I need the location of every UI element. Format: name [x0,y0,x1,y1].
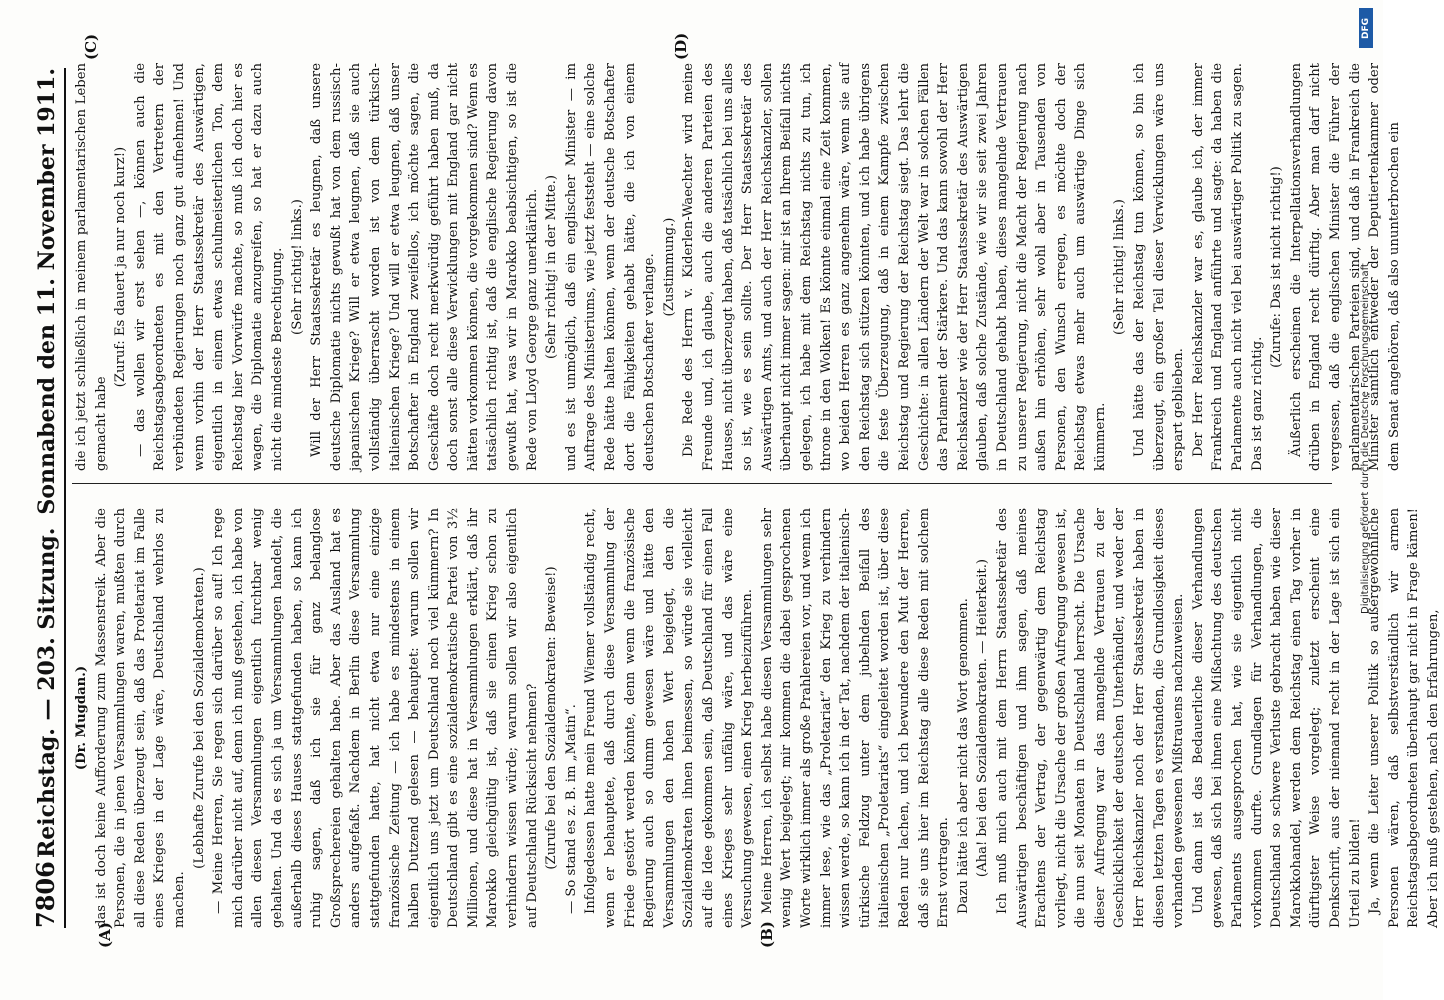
paragraph: Und dann ist das Bedauerliche dieser Verhandlungen gewesen, daß sich bei ihnen eine Mißachtung des deutschen Parlaments ausgesprochen hat, wie sie eigentlich nicht vorkommen durfte. Grundlagen für Verhandlungen, die Deutschland so schwere Verluste gebracht haben wie dieser Marokkohandel, werden dem Reichstag einen Tag vorher in dürftigster Weise vorgelegt; zuletzt erscheint eine Denkschrift, aus der niemand recht in der Lage ist sich ein Urteil zu bilden! [1190,508,1363,928]
paragraph: Der Herr Reichskanzler war es, glaube ich, der immer Frankreich und England anführte und sagte: da haben die Parlamente auch nicht viel bei auswärtiger Politik zu sagen. Das ist ganz richtig. [1190,63,1265,471]
speaker-label: (Dr. Mugdan.) [74,665,89,771]
header-date: Sonnabend den 11. November 1911. [34,68,60,515]
digitization-credit-strip [1343,0,1383,1000]
margin-marker-b: (B) [758,921,776,948]
paragraph: das ist doch keine Aufforderung zum Massenstreik. Aber die Personen, die in jenen Versammlungen waren, mußten durch all diese Reden überzeugt sein, daß das Proletariat im Falle eines Krieges in der Lage wäre, Deutschland wehrlos zu machen. [93,508,187,928]
paragraph: Die Rede des Herrn v. Kiderlen-Waechter wird meine Freunde und, ich glaube, auch die anderen Parteien des Hauses, nicht überzeugt haben, daß tatsächlich bei uns alles so ist, wie es sein sollte. Der Herr Staatssekretär des Auswärtigen Amts, und auch der Herr Reichskanzler, sollen überhaupt nicht immer sagen: mir ist an Ihrem Beifall nichts gelegen, ich habe mit dem Reichstag nichts zu tun, ich throne in den Wolken! Es könnte einmal eine Zeit kommen, wo beiden Herren es ganz angenehm wäre, wenn sie auf den Reichstag sich stützen könnten, und ich habe übrigens die feste Überzeugung, daß in einem Kampfe zwischen Reichstag und Regierung der Reichstag siegt. Das lehrt die Geschichte: in allen Ländern der Welt war in solchen Fällen das Parlament der Stärkere. Und das kann sowohl der Herr Reichskanzler wie der Herr Staatssekretär des Auswärtigen glauben, daß solche Zustände, wie wir sie seit zwei Jahren in Deutschland gehabt haben, dieses mangelnde Vertrauen zu unserer Regierung, nicht die Macht der Regierung nach außen hin erhöhen, sehr wohl aber in Tausenden von Personen, den Wunsch erregen, es möchte doch der Reichstag etwas mehr auch um auswärtige Dinge sich kümmern. [681,63,1108,471]
page-header [30,68,66,928]
paragraph: Ich muß mich auch mit dem Herrn Staatssekretär des Auswärtigen beschäftigen und ihm sagen, daß meines Erachtens der Vertrag, der gegenwärtig dem Reichstag vorliegt, nicht die Ursache der großen Aufregung gewesen ist, die nun seit Monaten in Deutschland herrscht. Die Ursache dieser Aufregung war das mangelnde Vertrauen zu der Geschicklichkeit der deutschen Unterhändler, und weder der Herr Reichskanzler noch der Herr Staatssekretär haben in diesen letzten Tagen es verstanden, die Grundlosigkeit dieses vorhanden gewesenen Mißtrauens nachzuweisen. [994,508,1187,928]
interjection: (Sehr richtig! in der Mitte.) [544,175,560,359]
interjection: (Zustimmung.) [661,217,677,317]
paragraph: Dazu hätte ich aber nicht das Wort genommen. [955,598,971,914]
left-column [72,508,1441,928]
paragraph: Und hätte das der Reichstag tun können, so bin ich überzeugt, ein großer Teil dieser Verwicklungen wäre uns erspart geblieben. [1132,63,1187,471]
paragraph: Will der Herr Staatssekretär es leugnen, daß unsere deutsche Diplomatie nichts gewußt hat von dem russisch-japanischen Kriege? Will er etwa leugnen, daß sie auch vollständig überrascht worden ist von dem türkisch-italienischen Kriege? Und will er etwa leugnen, daß unser Botschafter in England zweifellos, ich möchte sagen, die Geschäfte doch recht merkwürdig geführt haben muß, da doch sonst alle diese Verwicklungen mit England gar nicht hätten vorkommen können, die vorgekommen sind? Wenn es tatsächlich richtig ist, daß die englische Regierung davon gewußt hat, was wir in Marokko beabsichtigen, so ist die Rede von Lloyd George ganz unerklärlich. [309,63,540,471]
interjection: (Sehr richtig! links.) [289,199,305,335]
paragraph: die ich jetzt schließlich in meinem parlamentarischen Leben gemacht habe [74,63,109,471]
paragraph: und es ist unmöglich, daß ein englischer Minister — im Auftrage des Ministeriums, wie jetzt feststeht — eine solche Rede hätte halten können, wenn der deutsche Botschafter dort die Fähigkeiten gehabt hätte, die ich von einem deutschen Botschafter verlange. [563,63,658,471]
margin-marker-a: (A) [96,922,114,948]
header-left-title: Reichstag. — 203. Sitzung. [34,527,60,858]
interjection: (Zuruf: Es dauert ja nur noch kurz!) [113,146,129,388]
paragraph: Ja, wenn die Leiter unserer Politik so außergewöhnliche Personen wären, daß selbstverständlich wir armen Reichstagsabgeordneten überhaupt gar nicht in Frage kämen! Aber ich muß gestehen, nach den Erfahrungen, [1367,508,1441,928]
dfg-logo: DFG [1359,8,1373,48]
interjection: (Zurufe bei den Sozialdemokraten: Beweise!) [544,566,560,870]
interjection: (Zurufe: Das ist nicht richtig!) [1269,166,1285,368]
digitization-credit-text: Digitalisierung gefördert durch die Deutsche Forschungsgemeinschaft [1360,263,1371,614]
paragraph: — So stand es z. B. im „Matin“. [563,704,579,914]
paragraph: — das wollen wir erst sehen —, können auch die Reichstagsabgeordneten es mit den Vertretern der verbündeten Regierungen noch ganz gut aufnehmen! Und wenn vorhin der Herr Staatssekretär des Auswärtigen, eigentlich in einem etwas schulmeisterlichen Ton, dem Reichstag hier Vorwürfe machte, so muß ich doch hier es wagen, die Diplomatie anzugreifen, so hat er dazu auch nicht die mindeste Berechtigung. [132,63,285,471]
paragraph: — Meine Herren, Sie regen sich darüber so auf! Ich rege mich darüber nicht auf, denn ich muß gestehen, ich habe von allen diesen Versammlungen eigentlich furchtbar wenig gehalten. Und da es sich ja um Versammlungen handelt, die außerhalb dieses Hauses stattgefunden haben, so kann ich ruhig sagen, daß ich sie für ganz belanglose Großsprechereien gehalten habe. Aber das Ausland hat es anders aufgefaßt. Nachdem in Berlin diese Versammlung stattgefunden hatte, hat nicht etwa nur eine einzige französische Zeitung — ich habe es mindestens in einem halben Dutzend gelesen — behauptet: warum sollen wir eigentlich uns jetzt um Deutschland noch viel kümmern? In Deutschland gibt es eine sozialdemokratische Partei von 3½ Millionen, und diese hat in Versammlungen erklärt, daß ihr Marokko gleichgültig ist, daß sie einen Krieg schon zu verhindern wissen würde; warum sollen wir also eigentlich auf Deutschland Rücksicht nehmen? [211,508,540,928]
paragraph: Infolgedessen hatte mein Freund Wiemer vollständig recht, wenn er behauptete, daß durch diese Versammlung der Friede gestört werden könnte, denn wenn die französische Regierung auch so dumm gewesen wäre und hätte den Versammlungen den hohen Wert beigelegt, den die Sozialdemokraten ihnen beimessen, so würde sie vielleicht auf die Idee gekommen sein, daß Deutschland für einen Fall eines Krieges sehr unfähig wäre, und das wäre eine Versuchung gewesen, einen Krieg herbeizuführen. [583,508,756,928]
paragraph: Meine Herren, ich selbst habe diesen Versammlungen sehr wenig Wert beigelegt; mir kommen die dabei gesprochenen Worte wirklich immer als große Prahlereien vor, und wenn ich immer lese, wie das „Proletariat“ den Krieg zu verhindern wissen werde, so kann ich in der Tat, nachdem der italienisch-türkische Feldzug unter dem jubelnden Beifall des italienischen „Proletariats“ eingeleitet worden ist, über diese Reden nur lachen, und ich bewundere den Mut der Herren, daß sie uns hier im Reichstag alle diese Reden mit solchem Ernst vortragen. [759,508,952,928]
margin-marker-d: (D) [672,32,690,60]
interjection: (Aha! bei den Sozialdemokraten. — Heiterkeit.) [975,558,991,878]
interjection: (Lebhafte Zurufe bei den Sozialdemokraten.) [191,567,207,869]
margin-marker-c: (C) [82,33,100,60]
paragraph: Äußerlich erscheinen die Interpellationsverhandlungen drüben in England recht dürftig. Aber man darf nicht vergessen, daß die englischen Minister die Führer der parlamentarischen Parteien sind, und daß in Frankreich die Minister sämtlich entweder der Deputiertenkammer oder dem Senat angehören, daß also ununterbrochen ein [1288,63,1402,471]
interjection: (Sehr richtig! links.) [1112,199,1128,335]
page-number: 7806 [31,861,60,928]
